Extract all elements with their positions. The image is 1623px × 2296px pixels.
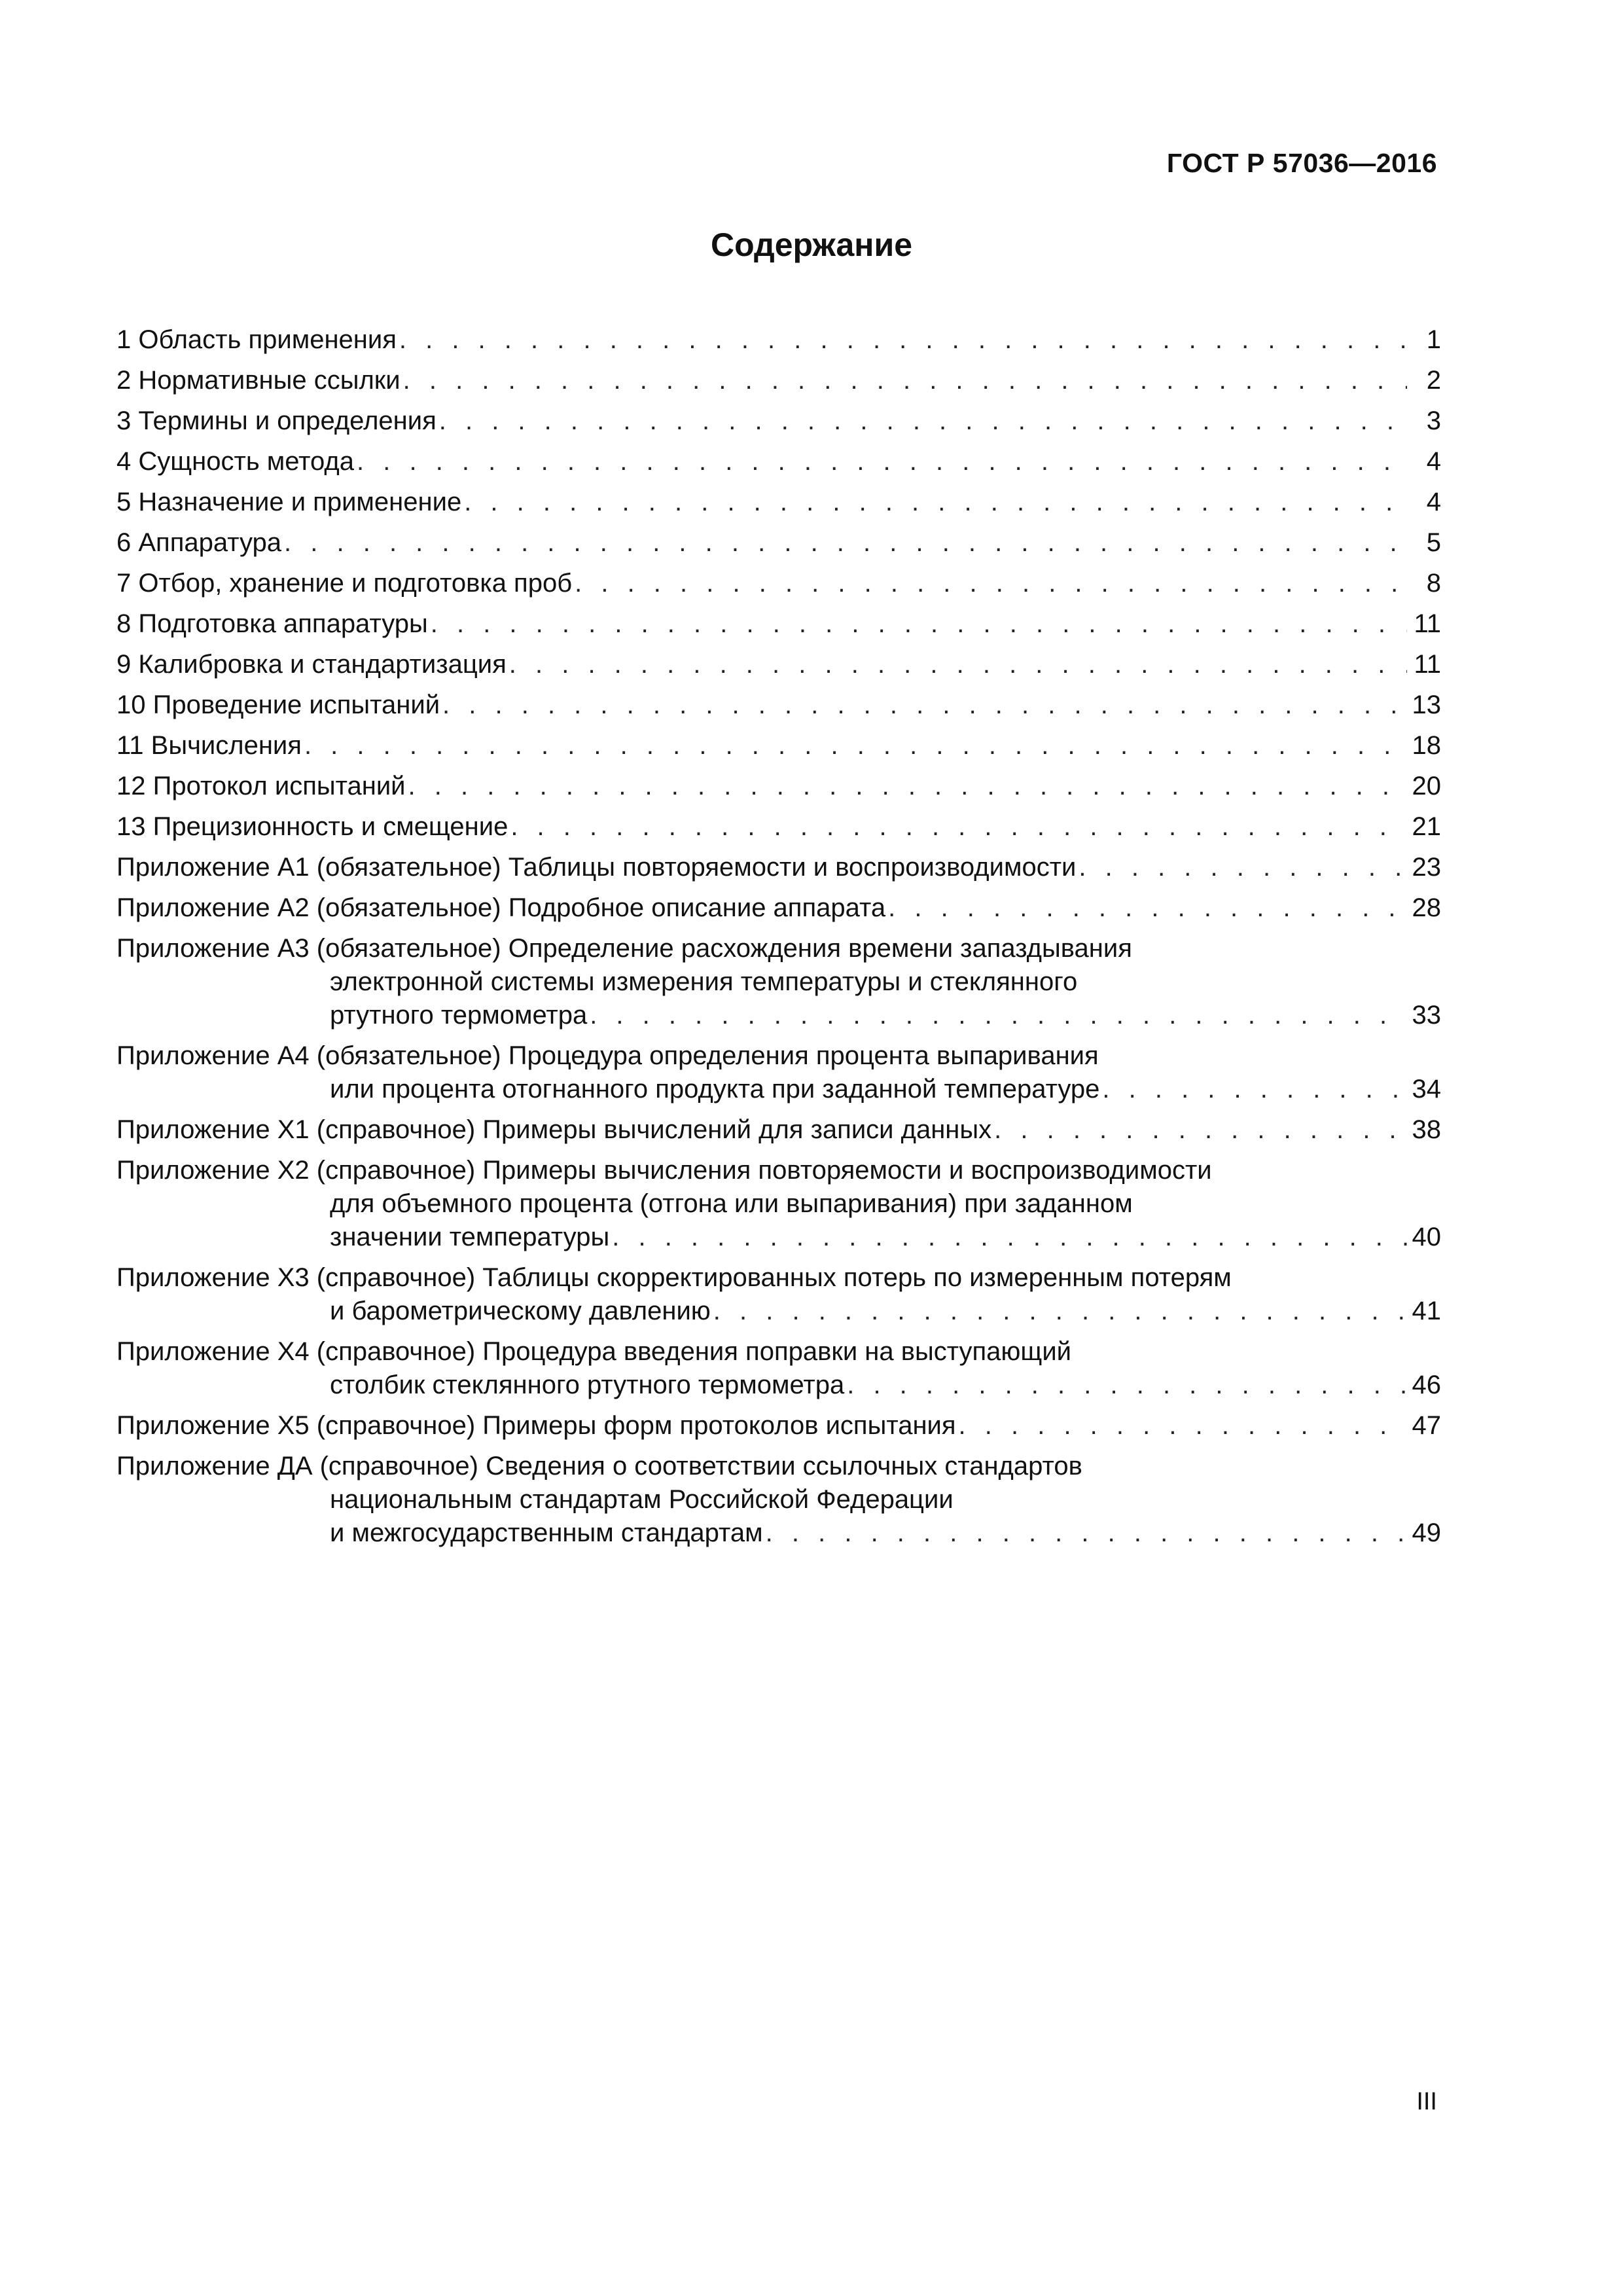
toc-entry-line — [116, 1516, 1441, 1550]
toc-entry[interactable] — [116, 729, 1441, 762]
toc-entry[interactable] — [116, 1409, 1441, 1443]
toc-page-number: 38 — [1412, 1115, 1441, 1144]
toc-dot-leader — [357, 445, 1407, 478]
toc-dot-leader — [612, 1221, 1407, 1254]
toc-dot-leader — [403, 364, 1407, 397]
toc-page-number: 3 — [1426, 406, 1441, 435]
toc-entry-title: 8 Подготовка аппаратуры — [116, 609, 428, 638]
toc-dot-leader — [1079, 851, 1407, 884]
toc-entry-title: электронной системы измерения температуры и стеклянного — [330, 967, 1078, 996]
toc-page-number: 23 — [1412, 853, 1441, 882]
toc-page-number: 4 — [1426, 488, 1441, 516]
toc-dot-leader — [442, 689, 1407, 722]
toc-entry[interactable] — [116, 851, 1441, 884]
toc-entry-line — [116, 729, 1441, 762]
toc-entry[interactable] — [116, 1261, 1441, 1328]
toc-entry-line — [116, 1369, 1441, 1402]
toc-entry-title: национальным стандартам Российской Федерации — [330, 1485, 954, 1514]
toc-dot-leader — [399, 323, 1407, 357]
toc-dot-leader — [1102, 1073, 1407, 1106]
toc-entry[interactable] — [116, 932, 1441, 1032]
toc-entry-title: Приложение X1 (справочное) Примеры вычислений для записи данных — [116, 1115, 992, 1144]
toc-entry-title: 12 Протокол испытаний — [116, 772, 406, 800]
toc-page-number: 18 — [1412, 731, 1441, 760]
toc-entry-title: 2 Нормативные ссылки — [116, 366, 401, 395]
toc-entry-line — [116, 932, 1441, 965]
toc-dot-leader — [994, 1113, 1407, 1147]
toc-entry[interactable] — [116, 445, 1441, 478]
toc-dot-leader — [888, 891, 1407, 925]
toc-entry-line — [116, 364, 1441, 397]
toc-entry-line — [116, 689, 1441, 722]
toc-entry-title: Приложение А4 (обязательное) Процедура определения процента выпаривания — [116, 1041, 1099, 1070]
toc-dot-leader — [439, 404, 1407, 438]
toc-page-number: 11 — [1414, 650, 1441, 679]
toc-entry-title: столбик стеклянного ртутного термометра — [330, 1371, 845, 1399]
toc-entry-title: Приложение ДА (справочное) Сведения о соответствии ссылочных стандартов — [116, 1452, 1082, 1480]
toc-entry-title: 4 Сущность метода — [116, 447, 355, 476]
toc-entry[interactable] — [116, 648, 1441, 681]
toc-dot-leader — [575, 567, 1407, 600]
toc-entry-title: Приложение Х5 (справочное) Примеры форм протоколов испытания — [116, 1411, 956, 1440]
toc-dot-leader — [284, 526, 1407, 560]
toc-page-number: 21 — [1412, 812, 1441, 841]
toc-entry-line — [116, 1154, 1441, 1187]
toc-entry-line — [116, 1113, 1441, 1147]
toc-page-number: 8 — [1426, 569, 1441, 598]
toc-entry-title: 9 Калибровка и стандартизация — [116, 650, 507, 679]
toc-entry-title: Приложение А3 (обязательное) Определение расхождения времени запаздывания — [116, 934, 1132, 963]
toc-entry[interactable] — [116, 323, 1441, 357]
toc-entry[interactable] — [116, 891, 1441, 925]
toc-entry[interactable] — [116, 404, 1441, 438]
toc-entry-title: значении температуры — [330, 1223, 610, 1251]
toc-entry-line — [116, 1221, 1441, 1254]
toc-entry-title: ртутного термометра — [330, 1001, 588, 1030]
document-code: ГОСТ Р 57036—2016 — [1166, 148, 1437, 178]
toc-entry-line — [116, 1039, 1441, 1073]
toc-entry-title: Приложение А1 (обязательное) Таблицы повторяемости и воспроизводимости — [116, 853, 1077, 882]
toc-entry[interactable] — [116, 1039, 1441, 1106]
toc-entry-line — [116, 526, 1441, 560]
toc-page-number: 20 — [1412, 772, 1441, 800]
toc-entry-line — [116, 567, 1441, 600]
toc-page-number: 4 — [1426, 447, 1441, 476]
toc-entry-title: 11 Вычисления — [116, 731, 302, 760]
toc-entry-line — [116, 486, 1441, 519]
toc-dot-leader — [431, 607, 1407, 641]
toc-entry[interactable] — [116, 770, 1441, 803]
toc-entry-title: Приложение Х4 (справочное) Процедура введения поправки на выступающий — [116, 1337, 1072, 1366]
toc-entry-line — [116, 323, 1441, 357]
toc-entry[interactable] — [116, 486, 1441, 519]
toc-entry-title: 6 Аппаратура — [116, 528, 282, 557]
toc-page-number: 11 — [1414, 609, 1441, 638]
toc-page-number: 49 — [1412, 1518, 1441, 1547]
toc-page-number: 41 — [1412, 1297, 1441, 1325]
toc-entry-title: и межгосударственным стандартам — [330, 1518, 763, 1547]
toc-entry[interactable] — [116, 1450, 1441, 1550]
table-of-contents — [116, 323, 1441, 1557]
page-number: III — [1416, 2088, 1437, 2115]
toc-entry[interactable] — [116, 1154, 1441, 1254]
toc-entry-line — [116, 1295, 1441, 1328]
toc-dot-leader — [464, 486, 1407, 519]
toc-entry-title: 5 Назначение и применение — [116, 488, 462, 516]
toc-entry-line — [116, 607, 1441, 641]
toc-entry[interactable] — [116, 1113, 1441, 1147]
toc-entry-line — [116, 1483, 1441, 1516]
toc-entry-line — [116, 1261, 1441, 1295]
toc-entry-title: Приложение А2 (обязательное) Подробное описание аппарата — [116, 893, 886, 922]
toc-entry-line — [116, 404, 1441, 438]
toc-entry[interactable] — [116, 810, 1441, 844]
toc-entry[interactable] — [116, 607, 1441, 641]
toc-entry-title: для объемного процента (отгона или выпаривания) при заданном — [330, 1189, 1133, 1218]
toc-entry-line — [116, 999, 1441, 1032]
toc-entry-title: 7 Отбор, хранение и подготовка проб — [116, 569, 573, 598]
toc-entry[interactable] — [116, 1335, 1441, 1402]
toc-entry-title: 10 Проведение испытаний — [116, 691, 440, 719]
toc-dot-leader — [847, 1369, 1407, 1402]
toc-entry-title: или процента отогнанного продукта при заданной температуре — [330, 1075, 1100, 1103]
toc-page-number: 5 — [1426, 528, 1441, 557]
page-title: Содержание — [710, 226, 913, 263]
toc-entry-title: 13 Прецизионность и смещение — [116, 812, 508, 841]
toc-page-number: 33 — [1412, 1001, 1441, 1030]
toc-entry-title: Приложение Х2 (справочное) Примеры вычисления повторяемости и воспроизводимости — [116, 1156, 1212, 1185]
toc-dot-leader — [959, 1409, 1407, 1443]
toc-dot-leader — [304, 729, 1407, 762]
toc-dot-leader — [590, 999, 1407, 1032]
toc-entry-title: Приложение Х3 (справочное) Таблицы скорректированных потерь по измеренным потерям — [116, 1263, 1232, 1292]
toc-page-number: 40 — [1412, 1223, 1441, 1251]
toc-entry-line — [116, 445, 1441, 478]
toc-dot-leader — [509, 648, 1407, 681]
toc-entry-line — [116, 810, 1441, 844]
toc-entry-line — [116, 1073, 1441, 1106]
toc-entry-line — [116, 648, 1441, 681]
toc-page-number: 1 — [1426, 325, 1441, 354]
toc-page-number: 46 — [1412, 1371, 1441, 1399]
toc-page-number: 13 — [1412, 691, 1441, 719]
toc-page-number: 2 — [1426, 366, 1441, 395]
toc-page-number: 47 — [1412, 1411, 1441, 1440]
toc-entry[interactable] — [116, 526, 1441, 560]
toc-dot-leader — [713, 1295, 1407, 1328]
toc-entry[interactable] — [116, 567, 1441, 600]
toc-entry-line — [116, 770, 1441, 803]
toc-entry-title: и барометрическому давлению — [330, 1297, 711, 1325]
toc-entry-line — [116, 1335, 1441, 1369]
toc-page-number: 34 — [1412, 1075, 1441, 1103]
toc-dot-leader — [766, 1516, 1407, 1550]
toc-entry-line — [116, 965, 1441, 999]
toc-dot-leader — [408, 770, 1407, 803]
toc-entry[interactable] — [116, 689, 1441, 722]
toc-entry-line — [116, 851, 1441, 884]
toc-entry-line — [116, 891, 1441, 925]
toc-entry-title: 1 Область применения — [116, 325, 397, 354]
toc-entry-line — [116, 1450, 1441, 1483]
toc-entry-title: 3 Термины и определения — [116, 406, 437, 435]
toc-entry-line — [116, 1409, 1441, 1443]
toc-page-number: 28 — [1412, 893, 1441, 922]
toc-entry[interactable] — [116, 364, 1441, 397]
toc-entry-line — [116, 1187, 1441, 1221]
toc-dot-leader — [510, 810, 1407, 844]
